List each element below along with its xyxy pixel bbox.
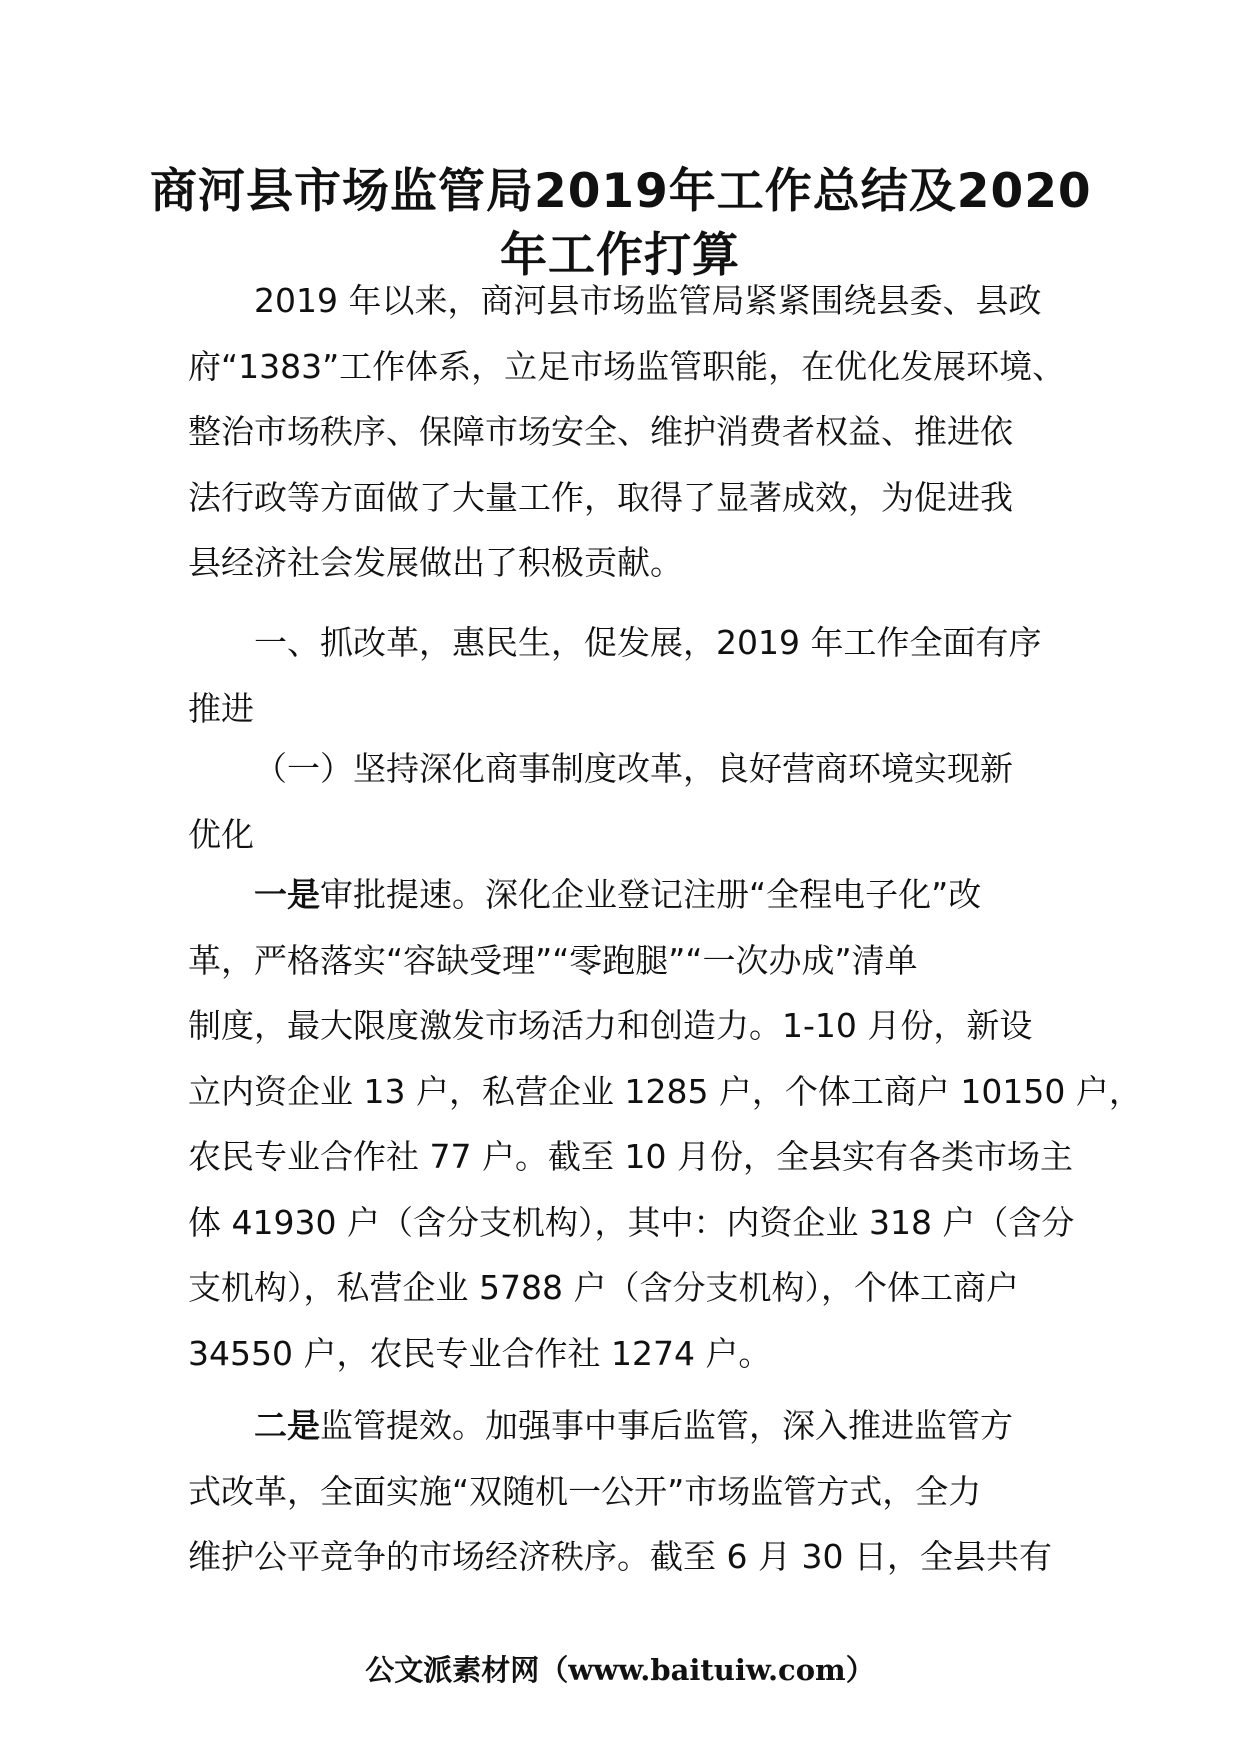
lead-label: 一是: [254, 875, 320, 914]
text-line: 一、抓改革，惠民生，促发展，2019 年工作全面有序: [254, 623, 1042, 662]
lead-label: 二是: [254, 1406, 320, 1445]
text-line: 2019 年以来，商河县市场监管局紧紧围绕县委、县政: [254, 281, 1042, 320]
page-footer-watermark: 公文派素材网（www.baituiw.com）: [365, 1653, 875, 1687]
title-line-1: 商河县市场监管局2019年工作总结及2020: [150, 164, 1092, 219]
text-segment: 审批提速。深化企业登记注册“全程电子化”改: [320, 875, 982, 914]
text-line: 体 41930 户（含分支机构），其中：内资企业 318 户（含分: [188, 1202, 1075, 1242]
text-line: 农民专业合作社 77 户。截至 10 月份，全县实有各类市场主: [188, 1137, 1073, 1176]
paragraph-point-one: [188, 862, 1142, 1386]
text-line: （一）坚持深化商事制度改革，良好营商环境实现新: [254, 749, 1013, 788]
text-line: 府“1383”工作体系，立足市场监管职能，在优化发展环境、: [188, 346, 1066, 386]
title-line-2: 年工作打算: [500, 228, 740, 283]
text-line: 整治市场秩序、保障市场安全、维护消费者权益、推进依: [188, 412, 1013, 451]
text-line: 革，严格落实“容缺受理”“零跑腿”“一次办成”清单: [188, 940, 918, 980]
text-line: 优化: [188, 814, 254, 854]
paragraph-intro: [188, 268, 1088, 596]
subsection-heading: [188, 736, 1088, 867]
text-segment: 监管提效。加强事中事后监管，深入推进监管方: [320, 1406, 1013, 1445]
section-heading: [188, 610, 1088, 741]
text-line: 县经济社会发展做出了积极贡献。: [188, 543, 683, 582]
text-line: 推进: [188, 688, 254, 728]
text-line: [188, 862, 1088, 928]
text-line: 法行政等方面做了大量工作，取得了显著成效，为促进我: [188, 477, 1013, 517]
text-line: 制度，最大限度激发市场活力和创造力。1-10 月份，新设: [188, 1006, 1033, 1045]
text-line: 维护公平竞争的市场经济秩序。截至 6 月 30 日，全县共有: [188, 1537, 1052, 1576]
text-line: [188, 1393, 1088, 1459]
text-line: 34550 户，农民专业合作社 1274 户。: [188, 1333, 772, 1373]
text-line: 式改革，全面实施“双随机一公开”市场监管方式，全力: [188, 1471, 982, 1511]
text-line: 立内资企业 13 户，私营企业 1285 户，个体工商户 10150 户，: [188, 1071, 1142, 1111]
text-line: 支机构），私营企业 5788 户（含分支机构），个体工商户: [188, 1268, 1019, 1307]
paragraph-point-two: [188, 1393, 1088, 1590]
